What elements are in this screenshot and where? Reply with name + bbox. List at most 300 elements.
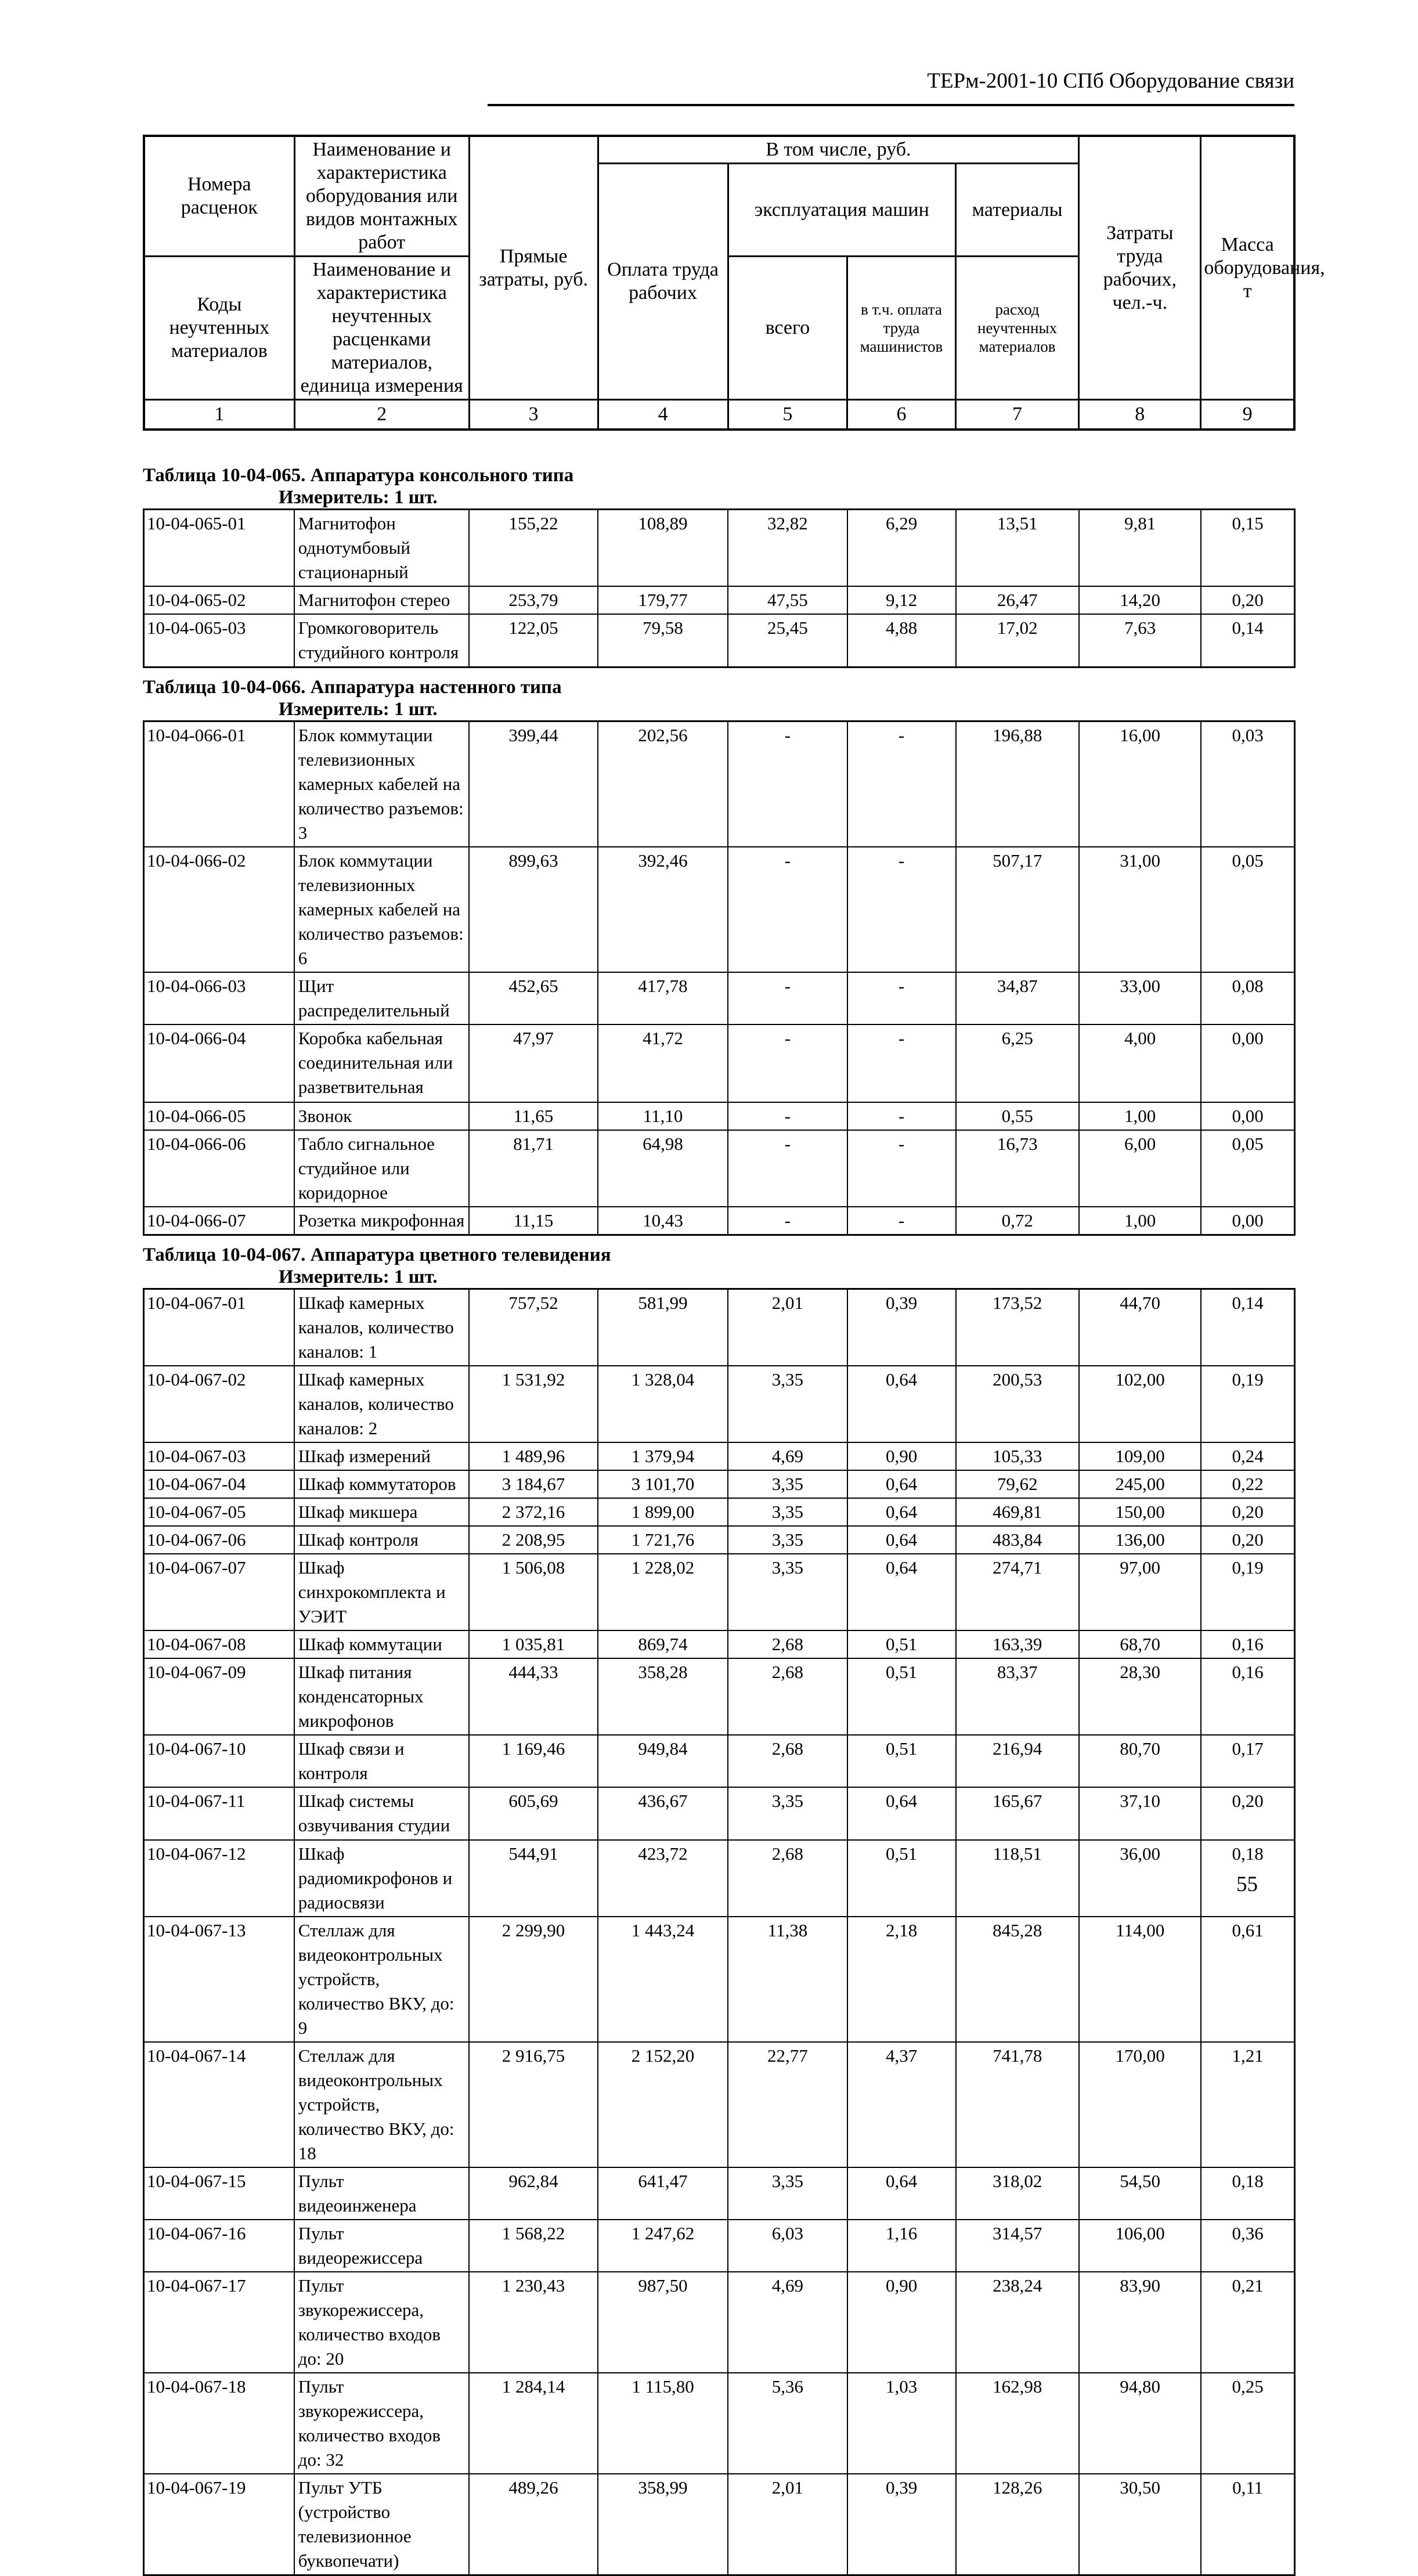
cell-machinist-pay: - [847,972,956,1024]
cell-equipment-mass: 0,03 [1201,721,1294,847]
cell-worker-pay: 2 152,20 [598,2042,728,2167]
cell-material-consumption: 105,33 [956,1442,1080,1470]
cell-machines-total: 22,77 [728,2042,847,2167]
cell-labor-hours: 37,10 [1079,1787,1201,1840]
column-number: 9 [1201,400,1294,430]
cell-rate-code: 10-04-066-01 [144,721,294,847]
cell-material-consumption: 79,62 [956,1470,1080,1498]
cell-machinist-pay: 0,51 [847,1840,956,1917]
cell-material-consumption: 17,02 [956,614,1080,668]
cell-worker-pay: 202,56 [598,721,728,847]
cell-labor-hours: 1,00 [1079,1102,1201,1130]
cell-direct-costs: 605,69 [469,1787,598,1840]
cell-item-name: Звонок [294,1102,469,1130]
cell-direct-costs: 3 184,67 [469,1470,598,1498]
cell-direct-costs: 544,91 [469,1840,598,1917]
cell-item-name: Блок коммутации телевизионных камерных кабелей на количество разъемов: 3 [294,721,469,847]
cell-rate-code: 10-04-067-14 [144,2042,294,2167]
cell-worker-pay: 417,78 [598,972,728,1024]
column-number: 3 [469,400,598,430]
cell-item-name: Пульт звукорежиссера, количество входов до: 32 [294,2373,469,2474]
cell-worker-pay: 79,58 [598,614,728,668]
cell-rate-code: 10-04-067-02 [144,1366,294,1442]
column-number: 8 [1079,400,1201,430]
table-row [144,1470,1295,1498]
cell-rate-code: 10-04-066-07 [144,1207,294,1235]
table-row [144,2167,1295,2220]
header-work-name: Наименование и характеристика оборудования или видов монтажных работ [294,136,469,257]
cell-machines-total: 11,38 [728,1917,847,2042]
cell-labor-hours: 9,81 [1079,510,1201,587]
cell-worker-pay: 1 721,76 [598,1526,728,1554]
cell-labor-hours: 80,70 [1079,1735,1201,1787]
cell-worker-pay: 3 101,70 [598,1470,728,1498]
cell-equipment-mass: 0,19 [1201,1554,1294,1630]
column-number: 7 [955,400,1078,430]
cell-machinist-pay: 0,39 [847,1289,956,1366]
cell-direct-costs: 81,71 [469,1130,598,1207]
cell-machines-total: 3,35 [728,1554,847,1630]
cell-labor-hours: 109,00 [1079,1442,1201,1470]
cell-material-consumption: 128,26 [956,2474,1080,2575]
table-row [144,614,1295,668]
cell-labor-hours: 94,80 [1079,2373,1201,2474]
cell-direct-costs: 11,65 [469,1102,598,1130]
cell-material-consumption: 173,52 [956,1289,1080,1366]
cell-rate-code: 10-04-067-12 [144,1840,294,1917]
table-measure: Измеритель: 1 шт. [279,487,438,508]
cell-item-name: Табло сигнальное студийное или коридорное [294,1130,469,1207]
sections-container [143,464,1296,2576]
cell-worker-pay: 436,67 [598,1787,728,1840]
cell-equipment-mass: 0,16 [1201,1630,1294,1658]
header-unaccounted-codes: Коды неучтенных материалов [144,257,294,400]
cell-equipment-mass: 0,05 [1201,1130,1294,1207]
table-measure: Измеритель: 1 шт. [279,1267,438,1287]
cell-item-name: Шкаф контроля [294,1526,469,1554]
cell-item-name: Пульт УТБ (устройство телевизионное буквопечати) [294,2474,469,2575]
cell-equipment-mass: 0,17 [1201,1735,1294,1787]
column-number: 4 [598,400,728,430]
table-row [144,2220,1295,2272]
cell-material-consumption: 274,71 [956,1554,1080,1630]
cell-machinist-pay: - [847,847,956,972]
cell-machinist-pay: 1,03 [847,2373,956,2474]
cell-rate-code: 10-04-067-17 [144,2272,294,2373]
cell-worker-pay: 358,28 [598,1658,728,1735]
cell-item-name: Шкаф камерных каналов, количество каналов: 2 [294,1366,469,1442]
table-row [144,721,1295,847]
header-materials: материалы [955,164,1078,257]
cell-machinist-pay: - [847,1207,956,1235]
cell-material-consumption: 34,87 [956,972,1080,1024]
cell-item-name: Шкаф коммутаторов [294,1470,469,1498]
cell-item-name: Шкаф питания конденсаторных микрофонов [294,1658,469,1735]
cell-labor-hours: 83,90 [1079,2272,1201,2373]
cell-worker-pay: 1 115,80 [598,2373,728,2474]
page-number: 55 [1236,1873,1258,1896]
page-header [488,68,1294,106]
cell-worker-pay: 392,46 [598,847,728,972]
cell-material-consumption: 216,94 [956,1735,1080,1787]
cell-material-consumption: 469,81 [956,1498,1080,1526]
cell-machinist-pay: 0,64 [847,1366,956,1442]
table-row [144,1024,1295,1102]
cell-direct-costs: 47,97 [469,1024,598,1102]
cell-labor-hours: 14,20 [1079,586,1201,614]
cell-equipment-mass: 0,14 [1201,1289,1294,1366]
cell-material-consumption: 483,84 [956,1526,1080,1554]
table-row [144,586,1295,614]
cell-labor-hours: 97,00 [1079,1554,1201,1630]
rates-table [143,720,1296,1236]
table-row [144,1130,1295,1207]
column-number: 5 [728,400,847,430]
cell-material-consumption: 118,51 [956,1840,1080,1917]
header-material-consumption: расход неучтенных материалов [955,257,1078,400]
cell-material-consumption: 0,55 [956,1102,1080,1130]
column-number: 1 [144,400,294,430]
cell-equipment-mass: 0,22 [1201,1470,1294,1498]
cell-material-consumption: 13,51 [956,510,1080,587]
document-title: ТЕРм-2001-10 СПб Оборудование связи [927,69,1294,93]
cell-machinist-pay: 0,64 [847,2167,956,2220]
table-row [144,1366,1295,1442]
cell-item-name: Магнитофон стерео [294,586,469,614]
cell-material-consumption: 165,67 [956,1787,1080,1840]
cell-direct-costs: 444,33 [469,1658,598,1735]
cell-machines-total: 2,01 [728,2474,847,2575]
table-row [144,1917,1295,2042]
cell-worker-pay: 1 228,02 [598,1554,728,1630]
cell-worker-pay: 423,72 [598,1840,728,1917]
rates-table [143,1288,1296,2576]
cell-machines-total: 32,82 [728,510,847,587]
cell-equipment-mass: 0,00 [1201,1207,1294,1235]
cell-item-name: Шкаф синхрокомплекта и УЭИТ [294,1554,469,1630]
cell-labor-hours: 245,00 [1079,1470,1201,1498]
cell-labor-hours: 6,00 [1079,1130,1201,1207]
cell-rate-code: 10-04-067-16 [144,2220,294,2272]
cell-worker-pay: 10,43 [598,1207,728,1235]
table-row [144,1207,1295,1235]
cell-direct-costs: 1 230,43 [469,2272,598,2373]
cell-machines-total: 5,36 [728,2373,847,2474]
cell-labor-hours: 16,00 [1079,721,1201,847]
cell-equipment-mass: 0,00 [1201,1024,1294,1102]
table-row [144,1289,1295,1366]
cell-material-consumption: 507,17 [956,847,1080,972]
cell-labor-hours: 28,30 [1079,1658,1201,1735]
table-row [144,1630,1295,1658]
cell-machines-total: 4,69 [728,1442,847,1470]
cell-direct-costs: 2 916,75 [469,2042,598,2167]
cell-equipment-mass: 1,21 [1201,2042,1294,2167]
cell-machines-total: 3,35 [728,1526,847,1554]
cell-item-name: Шкаф системы озвучивания студии [294,1787,469,1840]
cell-machinist-pay: 0,64 [847,1554,956,1630]
cell-machinist-pay: 0,51 [847,1658,956,1735]
cell-machinist-pay: 9,12 [847,586,956,614]
cell-machines-total: 2,68 [728,1840,847,1917]
cell-worker-pay: 41,72 [598,1024,728,1102]
cell-labor-hours: 7,63 [1079,614,1201,668]
cell-item-name: Шкаф радиомикрофонов и радиосвязи [294,1840,469,1917]
cell-equipment-mass: 0,21 [1201,2272,1294,2373]
table-row [144,510,1295,587]
cell-direct-costs: 2 372,16 [469,1498,598,1526]
cell-direct-costs: 1 035,81 [469,1630,598,1658]
cell-machinist-pay: 4,37 [847,2042,956,2167]
cell-material-consumption: 0,72 [956,1207,1080,1235]
cell-worker-pay: 1 328,04 [598,1366,728,1442]
cell-material-consumption: 83,37 [956,1658,1080,1735]
cell-rate-code: 10-04-066-03 [144,972,294,1024]
cell-item-name: Стеллаж для видеоконтрольных устройств, количество ВКУ, до: 9 [294,1917,469,2042]
cell-item-name: Громкоговоритель студийного контроля [294,614,469,668]
cell-equipment-mass: 0,05 [1201,847,1294,972]
cell-worker-pay: 64,98 [598,1130,728,1207]
cell-item-name: Магнитофон однотумбовый стационарный [294,510,469,587]
cell-equipment-mass: 0,20 [1201,1498,1294,1526]
cell-worker-pay: 1 379,94 [598,1442,728,1470]
cell-rate-code: 10-04-067-15 [144,2167,294,2220]
cell-rate-code: 10-04-067-13 [144,1917,294,2042]
cell-equipment-mass: 0,20 [1201,1526,1294,1554]
cell-rate-code: 10-04-067-05 [144,1498,294,1526]
cell-material-consumption: 200,53 [956,1366,1080,1442]
cell-material-consumption: 238,24 [956,2272,1080,2373]
cell-machines-total: 4,69 [728,2272,847,2373]
table-row [144,2373,1295,2474]
cell-rate-code: 10-04-067-18 [144,2373,294,2474]
cell-rate-code: 10-04-066-05 [144,1102,294,1130]
cell-direct-costs: 757,52 [469,1289,598,1366]
cell-labor-hours: 54,50 [1079,2167,1201,2220]
cell-direct-costs: 452,65 [469,972,598,1024]
cell-worker-pay: 987,50 [598,2272,728,2373]
table-measure: Измеритель: 1 шт. [279,699,438,720]
header-rate-numbers: Номера расценок [144,136,294,257]
cell-item-name: Пульт видеорежиссера [294,2220,469,2272]
table-row [144,1554,1295,1630]
table-row [144,1840,1295,1917]
cell-rate-code: 10-04-067-08 [144,1630,294,1658]
table-caption: Таблица 10-04-067. Аппаратура цветного телевидения [143,1244,611,1265]
header-machines-total: всего [728,257,847,400]
table-row [144,1442,1295,1470]
cell-machines-total: 3,35 [728,1787,847,1840]
cell-item-name: Розетка микрофонная [294,1207,469,1235]
cell-machinist-pay: 0,64 [847,1787,956,1840]
cell-rate-code: 10-04-065-01 [144,510,294,587]
column-number: 6 [847,400,956,430]
cell-item-name: Блок коммутации телевизионных камерных кабелей на количество разъемов: 6 [294,847,469,972]
cell-rate-code: 10-04-066-06 [144,1130,294,1207]
cell-rate-code: 10-04-067-04 [144,1470,294,1498]
cell-machinist-pay: - [847,1024,956,1102]
cell-item-name: Щит распределительный [294,972,469,1024]
cell-rate-code: 10-04-067-01 [144,1289,294,1366]
cell-direct-costs: 122,05 [469,614,598,668]
cell-rate-code: 10-04-065-03 [144,614,294,668]
cell-labor-hours: 114,00 [1079,1917,1201,2042]
cell-direct-costs: 11,15 [469,1207,598,1235]
cell-direct-costs: 1 169,46 [469,1735,598,1787]
cell-equipment-mass: 0,14 [1201,614,1294,668]
cell-machines-total: - [728,721,847,847]
table-row [144,847,1295,972]
column-number-row [144,400,1294,430]
cell-machinist-pay: 0,64 [847,1470,956,1498]
cell-rate-code: 10-04-067-09 [144,1658,294,1735]
cell-worker-pay: 581,99 [598,1289,728,1366]
cell-machinist-pay: 0,64 [847,1498,956,1526]
cell-material-consumption: 163,39 [956,1630,1080,1658]
cell-labor-hours: 136,00 [1079,1526,1201,1554]
cell-item-name: Коробка кабельная соединительная или разветвительная [294,1024,469,1102]
cell-equipment-mass: 0,61 [1201,1917,1294,2042]
table-row [144,2042,1295,2167]
cell-rate-code: 10-04-066-02 [144,847,294,972]
cell-material-consumption: 196,88 [956,721,1080,847]
cell-material-consumption: 6,25 [956,1024,1080,1102]
cell-labor-hours: 150,00 [1079,1498,1201,1526]
cell-labor-hours: 102,00 [1079,1366,1201,1442]
cell-worker-pay: 949,84 [598,1735,728,1787]
cell-labor-hours: 33,00 [1079,972,1201,1024]
cell-material-consumption: 845,28 [956,1917,1080,2042]
cell-item-name: Шкаф микшера [294,1498,469,1526]
cell-machines-total: 47,55 [728,586,847,614]
cell-machinist-pay: 0,64 [847,1526,956,1554]
cell-equipment-mass: 0,19 [1201,1366,1294,1442]
cell-machinist-pay: - [847,721,956,847]
cell-machines-total: 2,68 [728,1630,847,1658]
cell-rate-code: 10-04-067-19 [144,2474,294,2575]
cell-machinist-pay: 6,29 [847,510,956,587]
cell-labor-hours: 30,50 [1079,2474,1201,2575]
header-labor-hours: Затраты труда рабочих, чел.-ч. [1079,136,1201,400]
cell-direct-costs: 962,84 [469,2167,598,2220]
cell-machines-total: - [728,1102,847,1130]
cell-worker-pay: 1 443,24 [598,1917,728,2042]
cell-labor-hours: 170,00 [1079,2042,1201,2167]
header-worker-pay: Оплата труда рабочих [598,164,728,400]
cell-labor-hours: 106,00 [1079,2220,1201,2272]
table-row [144,1526,1295,1554]
cell-machines-total: 2,68 [728,1658,847,1735]
table-row [144,1102,1295,1130]
cell-direct-costs: 1 531,92 [469,1366,598,1442]
cell-machines-total: 25,45 [728,614,847,668]
cell-equipment-mass: 0,18 [1201,2167,1294,2220]
cell-machines-total: - [728,847,847,972]
cell-machinist-pay: 0,51 [847,1630,956,1658]
cell-machines-total: - [728,972,847,1024]
cell-item-name: Шкаф связи и контроля [294,1735,469,1787]
table-row [144,1658,1295,1735]
cell-direct-costs: 2 299,90 [469,1917,598,2042]
header-direct-costs: Прямые затраты, руб. [469,136,598,400]
header-unaccounted-materials: Наименование и характеристика неучтенных расценками материалов, единица измерения [294,257,469,400]
cell-machinist-pay: 0,51 [847,1735,956,1787]
cell-equipment-mass: 0,36 [1201,2220,1294,2272]
cell-equipment-mass: 0,25 [1201,2373,1294,2474]
rates-table [143,508,1296,668]
cell-worker-pay: 179,77 [598,586,728,614]
cell-rate-code: 10-04-067-03 [144,1442,294,1470]
cell-machines-total: 6,03 [728,2220,847,2272]
table-caption: Таблица 10-04-065. Аппаратура консольного типа [143,465,574,486]
cell-worker-pay: 1 247,62 [598,2220,728,2272]
cell-direct-costs: 399,44 [469,721,598,847]
cell-machines-total: 3,35 [728,1366,847,1442]
cell-labor-hours: 44,70 [1079,1289,1201,1366]
cell-machines-total: - [728,1130,847,1207]
cell-machinist-pay: 0,90 [847,2272,956,2373]
cell-worker-pay: 641,47 [598,2167,728,2220]
cell-material-consumption: 162,98 [956,2373,1080,2474]
cell-direct-costs: 155,22 [469,510,598,587]
cell-direct-costs: 1 284,14 [469,2373,598,2474]
cell-rate-code: 10-04-066-04 [144,1024,294,1102]
cell-worker-pay: 1 899,00 [598,1498,728,1526]
cell-labor-hours: 68,70 [1079,1630,1201,1658]
cell-direct-costs: 1 489,96 [469,1442,598,1470]
cell-direct-costs: 1 568,22 [469,2220,598,2272]
cell-machinist-pay: - [847,1102,956,1130]
table-row [144,1787,1295,1840]
cell-machines-total: 3,35 [728,1498,847,1526]
cell-equipment-mass: 0,08 [1201,972,1294,1024]
cell-equipment-mass: 0,15 [1201,510,1294,587]
cell-equipment-mass: 0,16 [1201,1658,1294,1735]
column-header-table [143,135,1325,431]
cell-item-name: Пульт видеоинженера [294,2167,469,2220]
cell-machines-total: - [728,1024,847,1102]
cell-worker-pay: 358,99 [598,2474,728,2575]
cell-machines-total: 2,68 [728,1735,847,1787]
cell-rate-code: 10-04-067-07 [144,1554,294,1630]
cell-machinist-pay: 2,18 [847,1917,956,2042]
cell-equipment-mass: 0,24 [1201,1442,1294,1470]
cell-direct-costs: 899,63 [469,847,598,972]
cell-material-consumption: 318,02 [956,2167,1080,2220]
table-caption: Таблица 10-04-066. Аппаратура настенного типа [143,677,562,698]
cell-worker-pay: 869,74 [598,1630,728,1658]
cell-worker-pay: 108,89 [598,510,728,587]
cell-material-consumption: 314,57 [956,2220,1080,2272]
cell-item-name: Шкаф измерений [294,1442,469,1470]
header-including-group: В том числе, руб. [598,136,1079,164]
cell-item-name: Шкаф камерных каналов, количество каналов: 1 [294,1289,469,1366]
cell-equipment-mass: 0,00 [1201,1102,1294,1130]
cell-machines-total: 3,35 [728,2167,847,2220]
cell-machines-total: 2,01 [728,1289,847,1366]
table-row [144,1735,1295,1787]
cell-machines-total: - [728,1207,847,1235]
cell-labor-hours: 31,00 [1079,847,1201,972]
cell-direct-costs: 1 506,08 [469,1554,598,1630]
cell-machinist-pay: 4,88 [847,614,956,668]
cell-equipment-mass: 0,11 [1201,2474,1294,2575]
cell-material-consumption: 741,78 [956,2042,1080,2167]
header-equipment-mass: Масса оборудования, т [1201,136,1294,400]
header-machine-operation: эксплуатация машин [728,164,955,257]
cell-labor-hours: 4,00 [1079,1024,1201,1102]
cell-equipment-mass: 0,20 [1201,1787,1294,1840]
